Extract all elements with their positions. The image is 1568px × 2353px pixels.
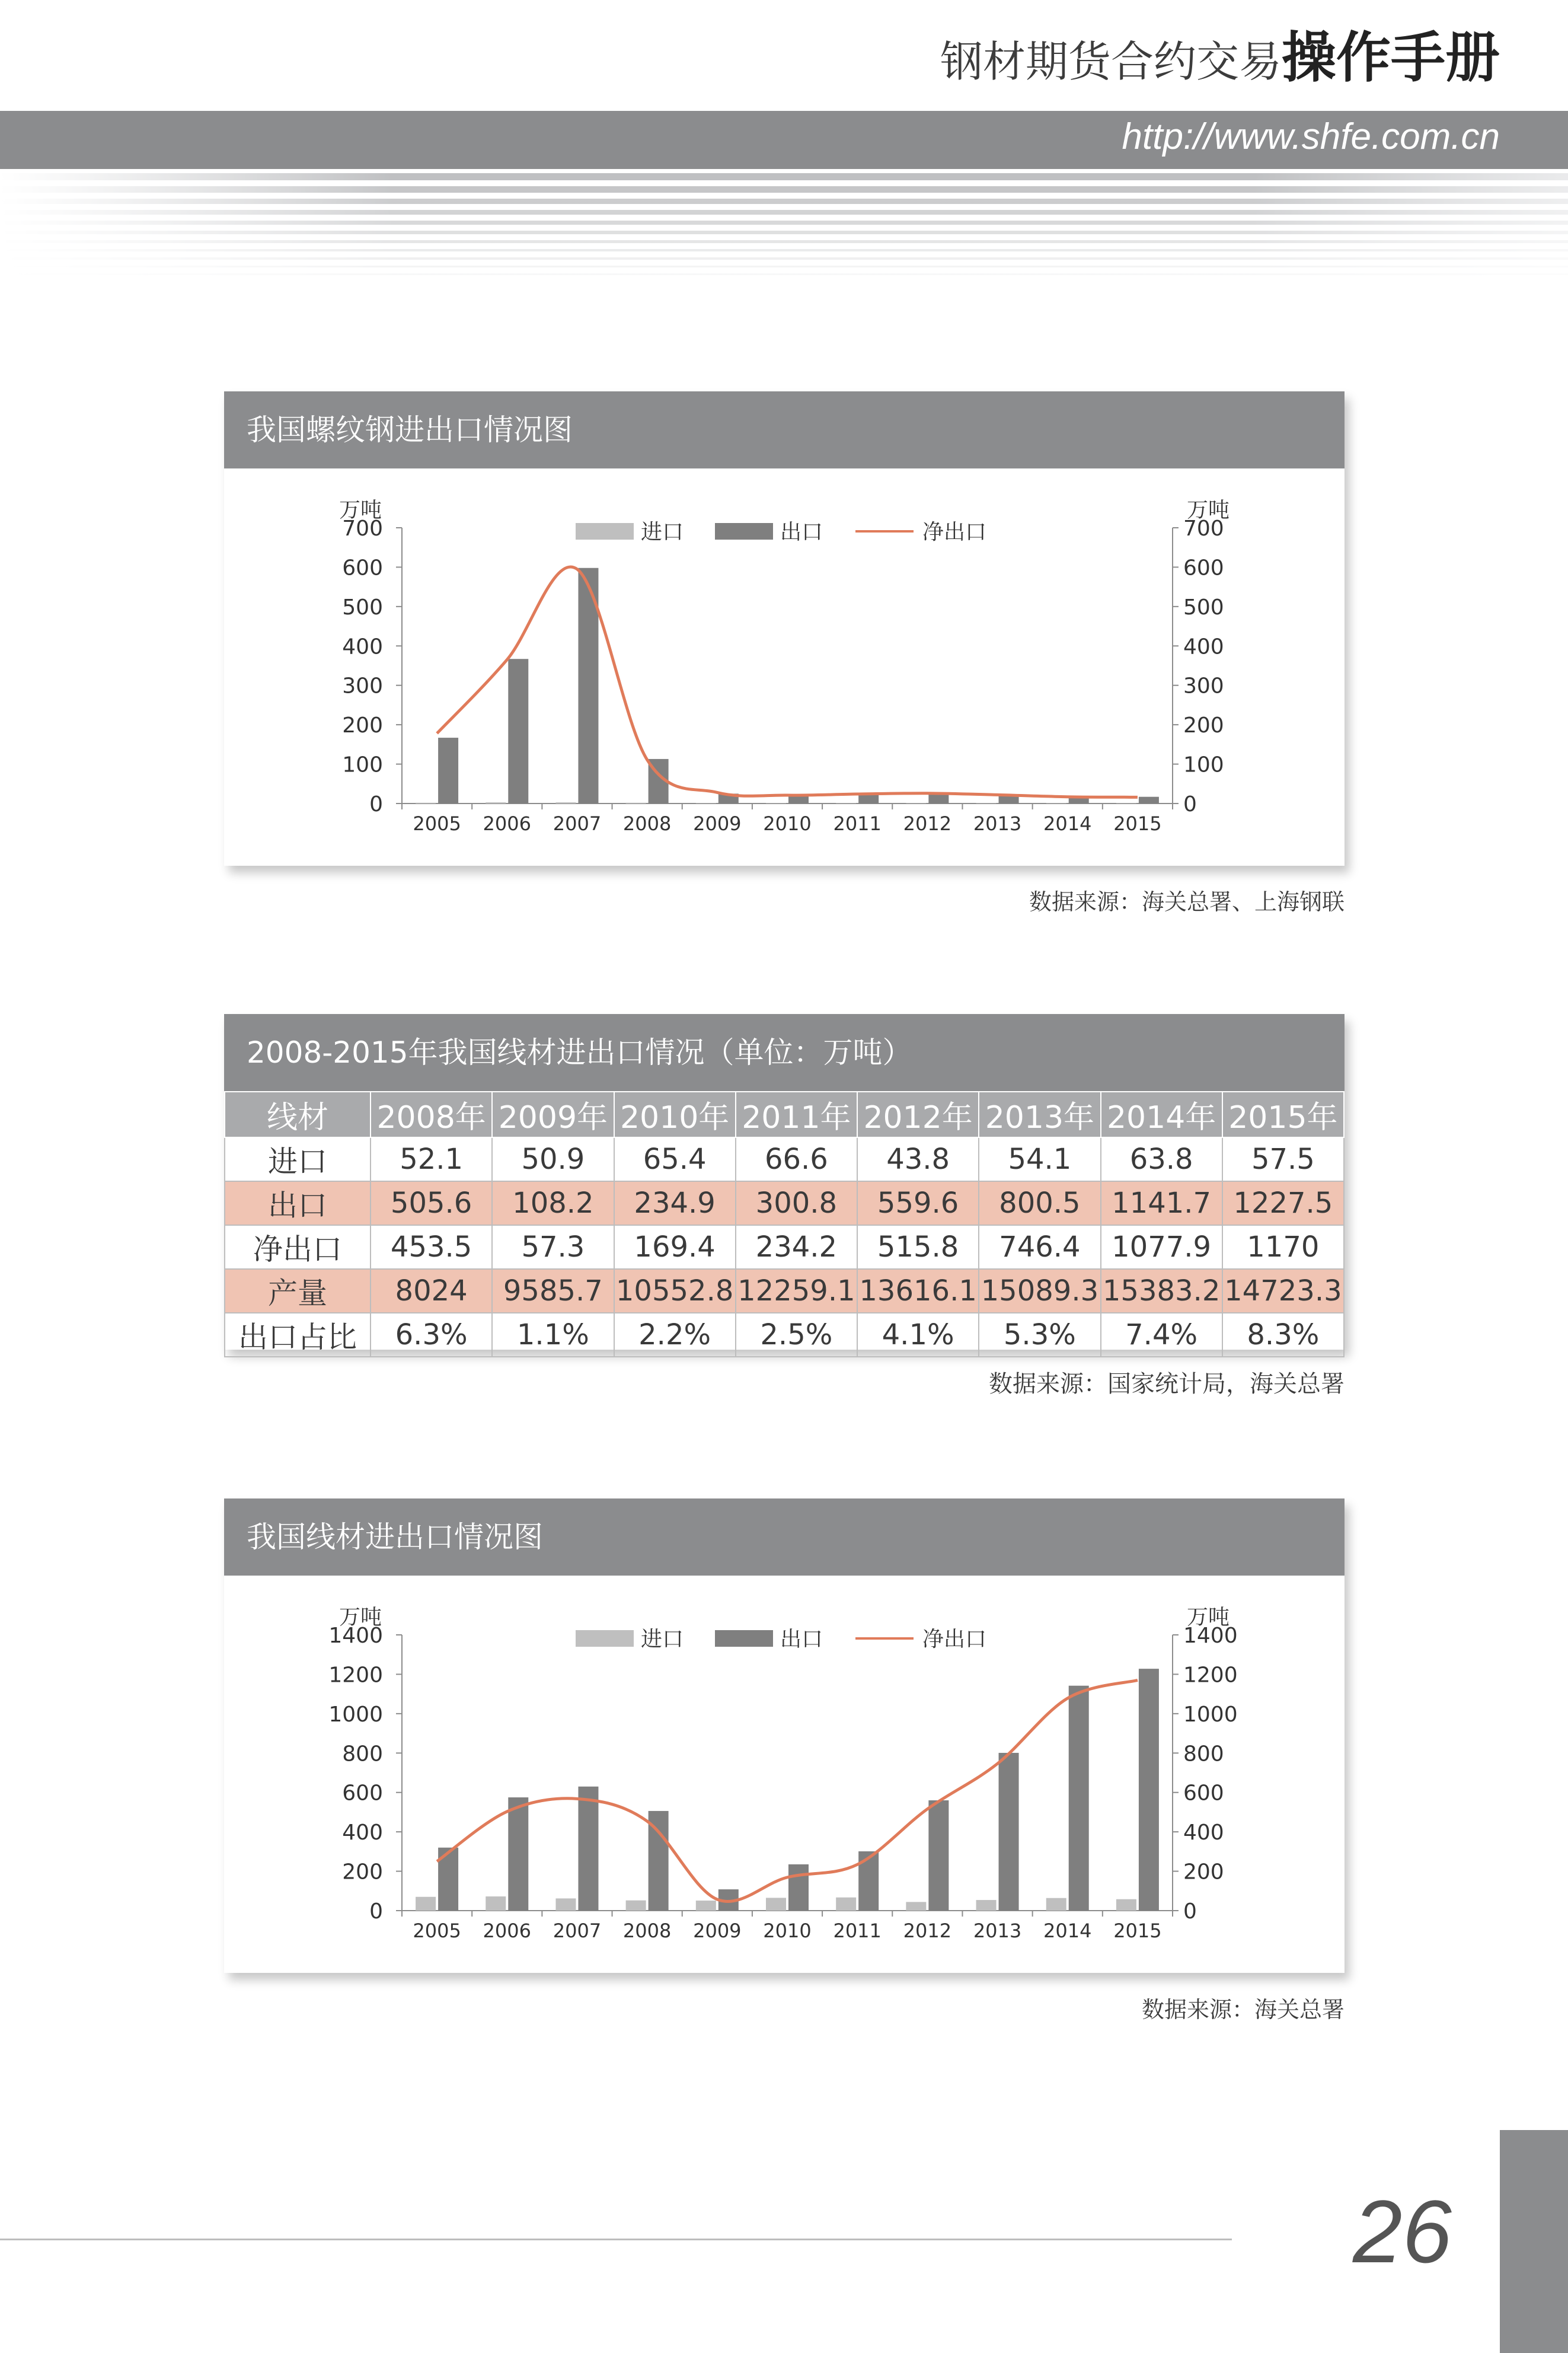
chart2-title: 我国线材进出口情况图	[224, 1498, 1345, 1576]
import-bar	[696, 1901, 716, 1911]
import-bar	[766, 803, 786, 804]
table-title: 2008-2015年我国线材进出口情况（单位：万吨）	[224, 1014, 1345, 1091]
import-bar	[906, 803, 926, 804]
import-bar	[766, 1898, 786, 1911]
table-cell: 43.8	[857, 1137, 979, 1181]
import-bar	[696, 803, 716, 804]
legend-label-net: 净出口	[922, 520, 987, 544]
import-bar	[1116, 803, 1136, 804]
y-tick-label-right: 700	[1183, 516, 1224, 541]
x-tick-label: 2005	[413, 1920, 461, 1942]
table-cell: 169.4	[614, 1225, 736, 1269]
x-tick-label: 2015	[1113, 812, 1162, 835]
import-bar	[555, 802, 576, 804]
y-tick-label-right: 1200	[1183, 1663, 1238, 1688]
y-tick-label-right: 0	[1183, 1899, 1197, 1924]
site-url[interactable]: http://www.shfe.com.cn	[1122, 116, 1500, 157]
table-source: 数据来源：国家统计局，海关总署	[989, 1370, 1345, 1398]
y-tick-label-left: 500	[342, 595, 383, 620]
y-tick-label-right: 200	[1183, 713, 1224, 738]
x-tick-label: 2010	[763, 1920, 812, 1942]
x-tick-label: 2006	[483, 1920, 531, 1942]
export-bar	[578, 1787, 598, 1911]
table-cell: 10552.8	[614, 1269, 736, 1313]
import-bar	[626, 1901, 646, 1911]
table-col-header: 2011年	[736, 1092, 857, 1137]
import-bar	[416, 803, 436, 804]
net-export-line	[437, 567, 1138, 797]
table-cell: 57.5	[1222, 1137, 1344, 1181]
y-tick-label-right: 1400	[1183, 1624, 1238, 1648]
import-bar	[626, 803, 646, 804]
table-row-label: 进口	[225, 1137, 371, 1181]
table-col-header: 2009年	[492, 1092, 614, 1137]
export-bar	[1139, 797, 1159, 804]
import-bar	[1046, 1898, 1066, 1911]
table-cell: 15089.3	[979, 1269, 1100, 1313]
y-tick-label-left: 800	[342, 1742, 383, 1767]
legend-swatch-export	[715, 523, 773, 540]
y-unit-right: 万吨	[1186, 1605, 1230, 1630]
y-tick-label-left: 100	[342, 753, 383, 777]
y-tick-label-right: 200	[1183, 1860, 1224, 1885]
table-cell: 66.6	[736, 1137, 857, 1181]
table-cell: 8024	[371, 1269, 492, 1313]
table-col-header: 2015年	[1222, 1092, 1344, 1137]
table-row-label: 产量	[225, 1269, 371, 1313]
y-tick-label-right: 1000	[1183, 1702, 1238, 1727]
legend-label-import: 进口	[641, 1627, 684, 1651]
x-tick-label: 2011	[833, 1920, 882, 1942]
table-row	[225, 1269, 1344, 1313]
table-cell: 453.5	[371, 1225, 492, 1269]
x-tick-label: 2005	[413, 812, 461, 835]
table-row-label: 出口占比	[225, 1313, 371, 1357]
table-cell: 6.3%	[371, 1313, 492, 1357]
y-tick-label-left: 400	[342, 635, 383, 659]
page-number: 26	[1353, 2182, 1452, 2281]
export-bar	[788, 1864, 809, 1911]
y-tick-label-right: 300	[1183, 674, 1224, 699]
import-bar	[1046, 803, 1066, 804]
import-bar	[906, 1902, 926, 1911]
table-row	[225, 1181, 1344, 1225]
x-tick-label: 2007	[553, 812, 602, 835]
export-bar	[858, 1851, 879, 1911]
y-unit-right: 万吨	[1186, 498, 1230, 522]
import-bar	[1116, 1899, 1136, 1911]
chart2-source: 数据来源：海关总署	[1141, 1997, 1345, 2023]
y-tick-label-left: 1400	[328, 1624, 383, 1648]
import-bar	[836, 803, 856, 804]
table-row-label: 净出口	[225, 1225, 371, 1269]
import-bar	[976, 803, 997, 804]
y-tick-label-right: 100	[1183, 753, 1224, 777]
import-bar	[555, 1898, 576, 1911]
export-bar	[508, 1797, 528, 1911]
table-panel	[224, 1014, 1345, 1354]
wire-rod-table	[224, 1091, 1345, 1357]
table-cell: 1170	[1222, 1225, 1344, 1269]
table-cell: 300.8	[736, 1181, 857, 1225]
legend-swatch-export	[715, 1630, 773, 1647]
x-tick-label: 2010	[763, 812, 812, 835]
table-cell: 54.1	[979, 1137, 1100, 1181]
x-tick-label: 2013	[973, 1920, 1022, 1942]
table-cell: 4.1%	[857, 1313, 979, 1357]
legend-swatch-import	[576, 1630, 634, 1647]
table-cell: 14723.3	[1222, 1269, 1344, 1313]
import-bar	[486, 1896, 506, 1911]
y-tick-label-right: 400	[1183, 1820, 1224, 1845]
y-tick-label-left: 0	[369, 792, 383, 817]
x-tick-label: 2012	[903, 1920, 952, 1942]
export-bar	[928, 1800, 949, 1911]
y-tick-label-right: 400	[1183, 635, 1224, 659]
rebar-chart	[224, 468, 1345, 866]
table-row-label: 出口	[225, 1181, 371, 1225]
y-tick-label-right: 600	[1183, 556, 1224, 581]
x-tick-label: 2013	[973, 812, 1022, 835]
table-cell: 7.4%	[1101, 1313, 1222, 1357]
x-tick-label: 2014	[1043, 812, 1092, 835]
chart2-panel	[224, 1498, 1345, 1973]
export-bar	[999, 1753, 1019, 1911]
x-tick-label: 2011	[833, 812, 882, 835]
table-cell: 9585.7	[492, 1269, 614, 1313]
net-export-line	[437, 1680, 1138, 1901]
table-row	[225, 1137, 1344, 1181]
x-tick-label: 2009	[693, 1920, 742, 1942]
table-cell: 52.1	[371, 1137, 492, 1181]
legend-label-net: 净出口	[922, 1627, 987, 1651]
table-col-header: 2014年	[1101, 1092, 1222, 1137]
y-tick-label-left: 400	[342, 1820, 383, 1845]
table-cell: 108.2	[492, 1181, 614, 1225]
import-bar	[836, 1898, 856, 1911]
y-tick-label-right: 800	[1183, 1742, 1224, 1767]
table-corner-header: 线材	[225, 1092, 371, 1137]
document-title	[940, 26, 1500, 90]
table-cell: 12259.1	[736, 1269, 857, 1313]
table-cell: 65.4	[614, 1137, 736, 1181]
x-tick-label: 2007	[553, 1920, 602, 1942]
y-unit-left: 万吨	[338, 498, 382, 522]
table-col-header: 2008年	[371, 1092, 492, 1137]
y-tick-label-left: 600	[342, 1781, 383, 1806]
export-bar	[438, 738, 458, 804]
export-bar	[1069, 1686, 1089, 1911]
y-tick-label-left: 200	[342, 1860, 383, 1885]
y-tick-label-left: 200	[342, 713, 383, 738]
table-cell: 57.3	[492, 1225, 614, 1269]
table-cell: 63.8	[1101, 1137, 1222, 1181]
y-tick-label-left: 1000	[328, 1702, 383, 1727]
table-col-header: 2013年	[979, 1092, 1100, 1137]
legend-label-export: 出口	[780, 1627, 823, 1651]
table-col-header: 2012年	[857, 1092, 979, 1137]
table-cell: 2.2%	[614, 1313, 736, 1357]
table-cell: 800.5	[979, 1181, 1100, 1225]
table-row	[225, 1313, 1344, 1357]
x-tick-label: 2008	[622, 812, 672, 835]
table-cell: 1.1%	[492, 1313, 614, 1357]
y-tick-label-left: 600	[342, 556, 383, 581]
import-bar	[486, 802, 506, 804]
x-tick-label: 2012	[903, 812, 952, 835]
x-tick-label: 2015	[1113, 1920, 1162, 1942]
export-bar	[1139, 1669, 1159, 1911]
wire-rod-chart	[224, 1576, 1345, 1973]
legend-swatch-import	[576, 523, 634, 540]
table-cell: 234.2	[736, 1225, 857, 1269]
y-tick-label-left: 0	[369, 1899, 383, 1924]
chart1-source: 数据来源：海关总署、上海钢联	[1029, 889, 1345, 915]
table-cell: 505.6	[371, 1181, 492, 1225]
table-row	[225, 1225, 1344, 1269]
import-bar	[416, 1897, 436, 1911]
x-tick-label: 2014	[1043, 1920, 1092, 1942]
table-cell: 15383.2	[1101, 1269, 1222, 1313]
y-tick-label-left: 300	[342, 674, 383, 699]
legend-label-export: 出口	[780, 520, 823, 544]
y-tick-label-right: 500	[1183, 595, 1224, 620]
document-title-emphasis: 操作手册	[1281, 26, 1500, 90]
table-cell: 5.3%	[979, 1313, 1100, 1357]
page-tab	[1500, 2130, 1568, 2353]
import-bar	[976, 1900, 997, 1911]
x-tick-label: 2008	[622, 1920, 672, 1942]
table-cell: 1141.7	[1101, 1181, 1222, 1225]
table-col-header: 2010年	[614, 1092, 736, 1137]
x-tick-label: 2006	[483, 812, 531, 835]
y-unit-left: 万吨	[338, 1605, 382, 1630]
legend-label-import: 进口	[641, 520, 684, 544]
table-cell: 515.8	[857, 1225, 979, 1269]
table-header-row	[225, 1092, 1344, 1137]
table-cell: 1077.9	[1101, 1225, 1222, 1269]
table-cell: 50.9	[492, 1137, 614, 1181]
x-tick-label: 2009	[693, 812, 742, 835]
table-cell: 2.5%	[736, 1313, 857, 1357]
table-cell: 8.3%	[1222, 1313, 1344, 1357]
y-tick-label-right: 600	[1183, 1781, 1224, 1806]
y-tick-label-left: 1200	[328, 1663, 383, 1688]
y-tick-label-left: 700	[342, 516, 383, 541]
footer-divider	[0, 2239, 1232, 2240]
chart1-title: 我国螺纹钢进出口情况图	[224, 391, 1345, 468]
table-cell: 559.6	[857, 1181, 979, 1225]
table-cell: 234.9	[614, 1181, 736, 1225]
document-title-prefix: 钢材期货合约交易	[940, 37, 1282, 87]
chart1-panel	[224, 391, 1345, 866]
y-tick-label-right: 0	[1183, 792, 1197, 817]
table-cell: 746.4	[979, 1225, 1100, 1269]
export-bar	[508, 659, 528, 804]
table-cell: 1227.5	[1222, 1181, 1344, 1225]
table-cell: 13616.1	[857, 1269, 979, 1313]
decorative-stripes	[0, 172, 1568, 285]
